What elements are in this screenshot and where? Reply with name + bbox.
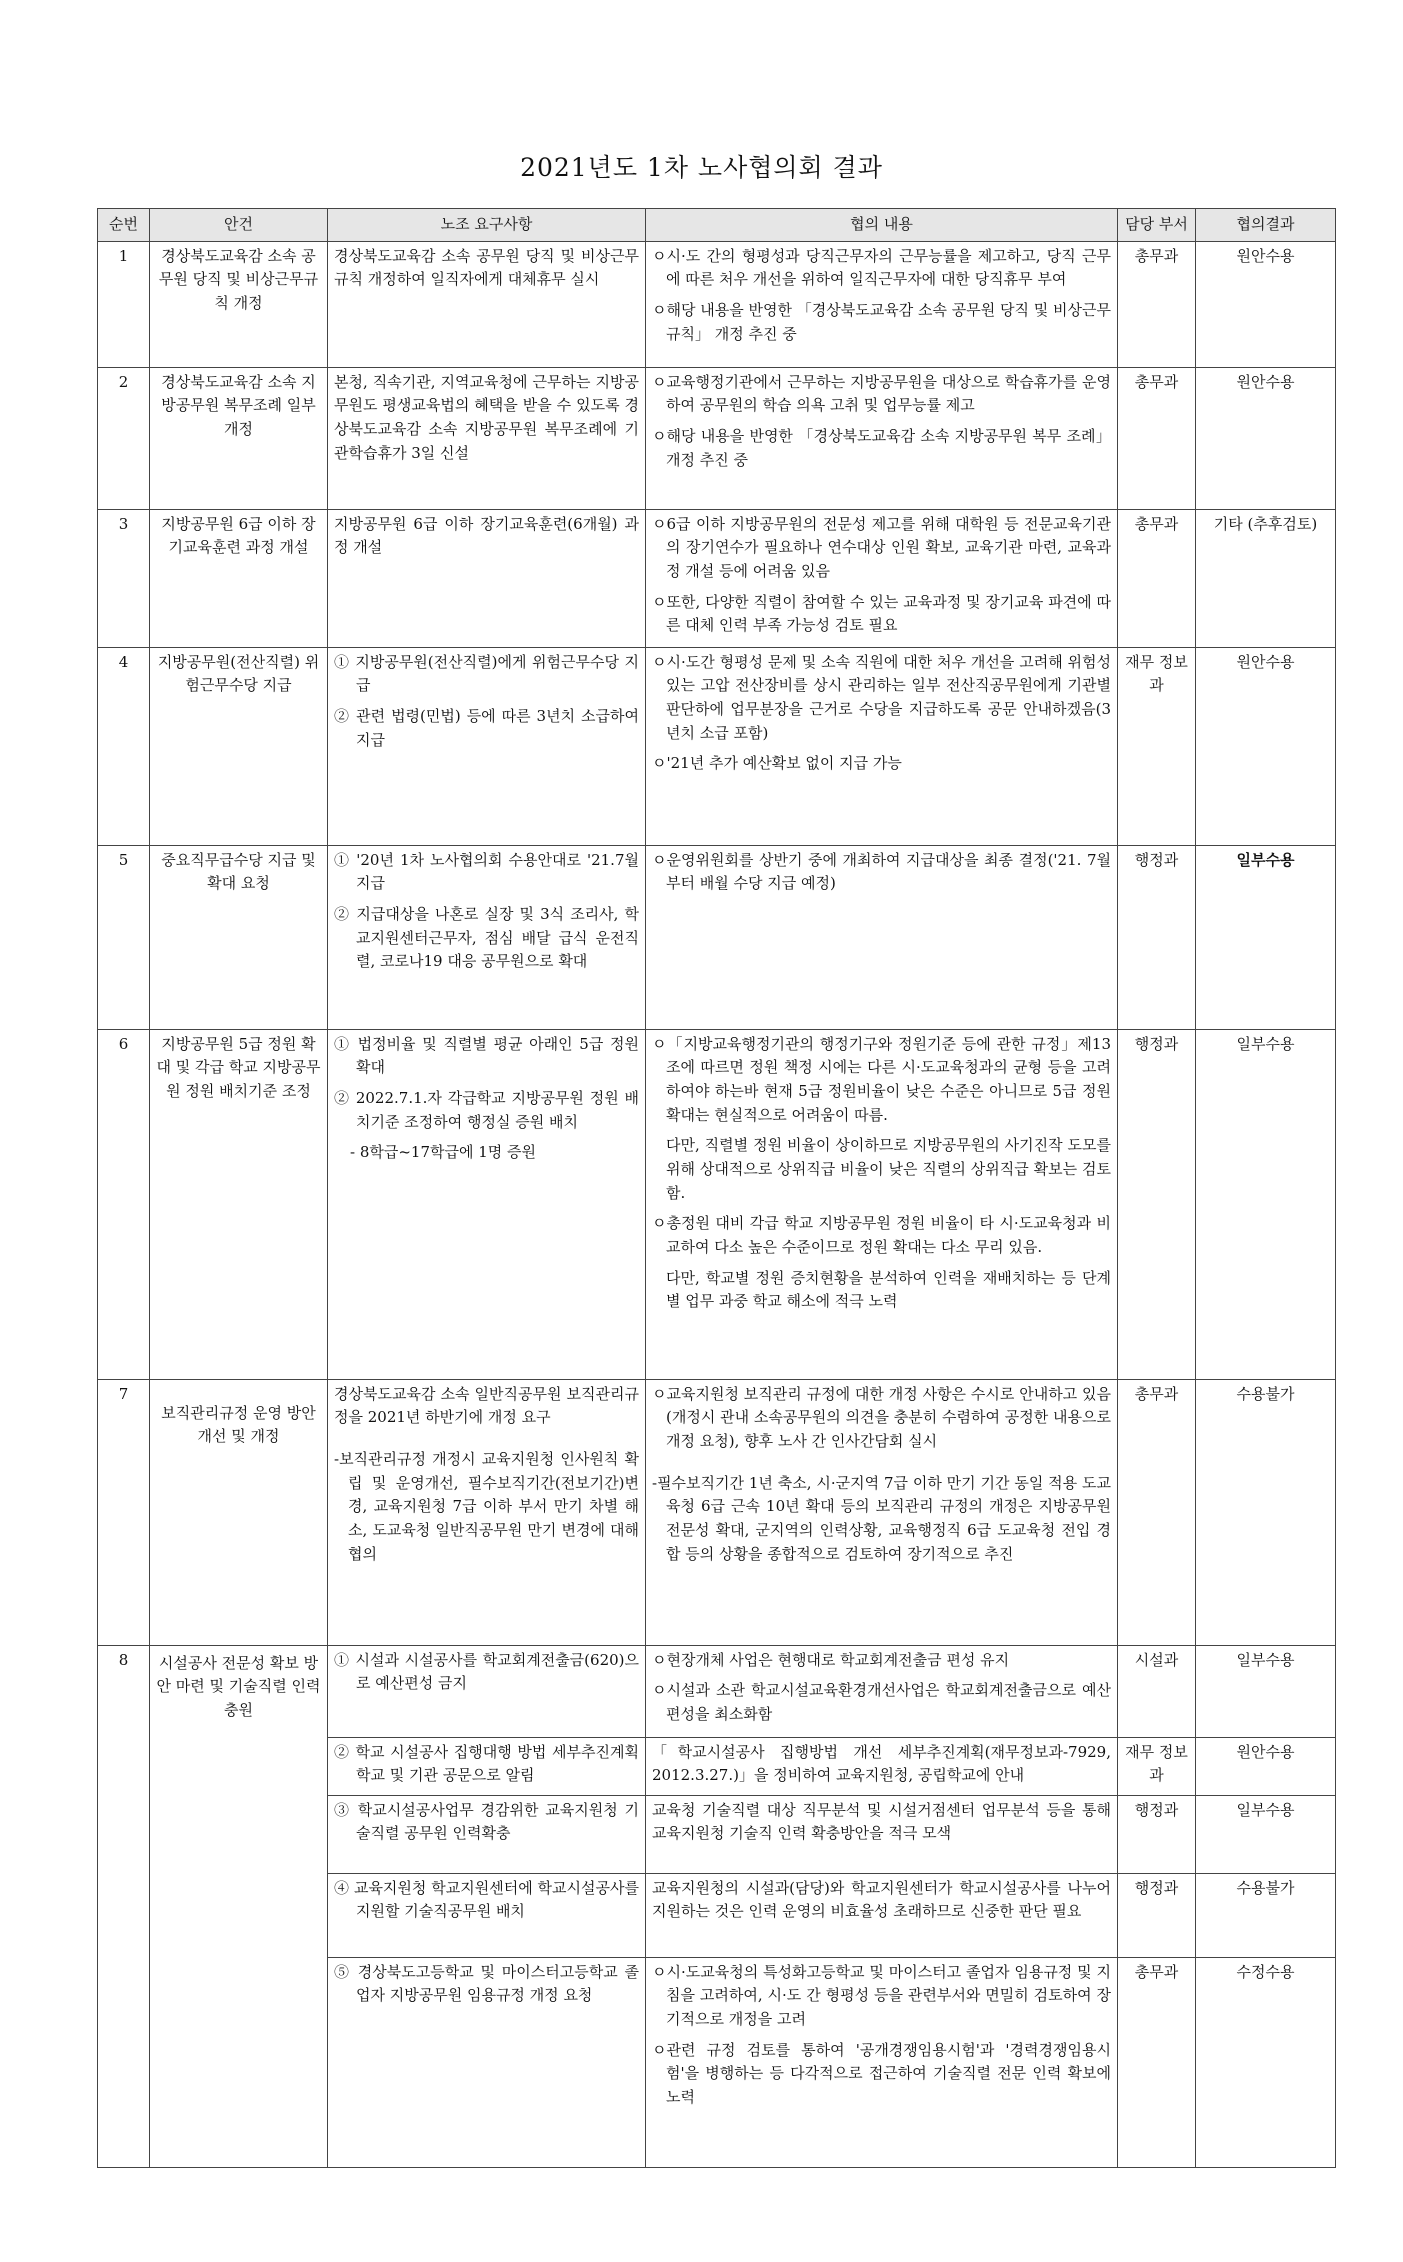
content-item: ㅇ시·도교육청의 특성화고등학교 및 마이스터고 졸업자 임용규정 및 지침을 고려하여, 시·도 간 형평성 등을 관련부서와 면밀히 검토하여 장기적으로 개정을 고려 [652, 1962, 1111, 2028]
row-no: 1 [98, 241, 150, 367]
row-result: 원안수용 [1196, 241, 1336, 367]
row-agenda: 경상북도교육감 소속 공무원 당직 및 비상근무규칙 개정 [150, 241, 328, 367]
union-item: ④ 교육지원청 학교지원센터에 학교시설공사를 지원할 기술직공무원 배치 [334, 1878, 639, 1921]
table-row [98, 241, 1336, 367]
results-table [97, 208, 1336, 2168]
union-item: -보직관리규정 개정시 교육지원청 인사원칙 확립 및 운영개선, 필수보직기간(전보기간)변경, 교육지원청 7급 이하 부서 만기 차별 해소, 도교육청 일반직공무원 만기 변경에 대해 협의 [334, 1449, 639, 1563]
row-result: 일부수용 [1196, 1029, 1336, 1379]
row-no: 5 [98, 845, 150, 1029]
row-dept: 재무 정보과 [1118, 647, 1196, 845]
row-result: 일부수용 [1196, 1795, 1336, 1873]
row-dept: 행정과 [1118, 1795, 1196, 1873]
table-row [98, 1029, 1336, 1379]
table-row [98, 647, 1336, 845]
row-no: 6 [98, 1029, 150, 1379]
row-dept: 총무과 [1118, 1957, 1196, 2167]
row-no: 3 [98, 509, 150, 647]
union-item: ② 학교 시설공사 집행대행 방법 세부추진계획 학교 및 기관 공문으로 알림 [334, 1742, 639, 1785]
row-agenda: 지방공무원(전산직렬) 위험근무수당 지급 [150, 647, 328, 845]
header-union: 노조 요구사항 [328, 209, 646, 242]
union-item: 지방공무원 6급 이하 장기교육훈련(6개월) 과정 개설 [334, 514, 639, 557]
row-dept: 시설과 [1118, 1645, 1196, 1737]
row-result: 기타 (추후검토) [1196, 509, 1336, 647]
content-item: ㅇ현장개체 사업은 현행대로 학교회계전출금 편성 유지 [652, 1650, 1010, 1669]
content-item: ㅇ또한, 다양한 직렬이 참여할 수 있는 교육과정 및 장기교육 파견에 따른 대체 인력 부족 가능성 검토 필요 [652, 592, 1111, 635]
content-item: ㅇ시·도 간의 형평성과 당직근무자의 근무능률을 제고하고, 당직 근무에 따른 처우 개선을 위하여 일직근무자에 대한 당직휴무 부여 [652, 246, 1111, 289]
row-result: 일부수용 [1196, 1645, 1336, 1737]
row-agenda: 경상북도교육감 소속 지방공무원 복무조례 일부 개정 [150, 367, 328, 509]
content-item: ㅇ교육행정기관에서 근무하는 지방공무원을 대상으로 학습휴가를 운영하여 공무원의 학습 의욕 고취 및 업무능률 제고 [652, 372, 1111, 415]
page-title: 2021년도 1차 노사협의회 결과 [520, 153, 883, 182]
row-agenda: 지방공무원 6급 이하 장기교육훈련 과정 개설 [150, 509, 328, 647]
row-dept: 총무과 [1118, 509, 1196, 647]
content-item: ㅇ관련 규정 검토를 통하여 '공개경쟁임용시험'과 '경력경쟁임용시험'을 병행하는 등 다각적으로 접근하여 기술직렬 전문 인력 확보에 노력 [652, 2040, 1111, 2106]
union-item: ① 법정비율 및 직렬별 평균 아래인 5급 정원 확대 [334, 1034, 639, 1077]
content-item: ㅇ해당 내용을 반영한 「경상북도교육감 소속 공무원 당직 및 비상근무 규칙」 개정 추진 중 [652, 300, 1111, 343]
row-result: 원안수용 [1196, 1737, 1336, 1795]
table-row [98, 509, 1336, 647]
content-item: ㅇ'21년 추가 예산확보 없이 지급 가능 [652, 754, 902, 773]
row-dept: 총무과 [1118, 367, 1196, 509]
union-item: 경상북도교육감 소속 일반직공무원 보직관리규정을 2021년 하반기에 개정 요구 [334, 1384, 639, 1427]
table-row [98, 845, 1336, 1029]
row-result: 수용불가 [1196, 1379, 1336, 1645]
row-no: 4 [98, 647, 150, 845]
row-result: 수정수용 [1196, 1957, 1336, 2167]
row-agenda: 보직관리규정 운영 방안 개선 및 개정 [150, 1379, 328, 1645]
row-result: 원안수용 [1196, 647, 1336, 845]
row-result: 원안수용 [1196, 367, 1336, 509]
row-no: 8 [98, 1645, 150, 2167]
union-item: 본청, 직속기관, 지역교육청에 근무하는 지방공무원도 평생교육법의 혜택을 받을 수 있도록 경상북도교육감 소속 지방공무원 복무조례에 기관학습휴가 3일 신설 [334, 372, 639, 462]
union-item: ⑤ 경상북도고등학교 및 마이스터고등학교 졸업자 지방공무원 임용규정 개정 요청 [334, 1962, 639, 2005]
row-dept: 행정과 [1118, 845, 1196, 1029]
table-row [98, 367, 1336, 509]
union-item: ② 지급대상을 나혼로 실장 및 3식 조리사, 학교지원센터근무자, 점심 배달 급식 운전직렬, 코로나19 대응 공무원으로 확대 [334, 904, 639, 971]
union-item: ① 시설과 시설공사를 학교회계전출금(620)으로 예산편성 금지 [334, 1650, 639, 1693]
table-row [98, 1645, 1336, 1737]
content-item: 「학교시설공사 집행방법 개선 세부추진계획(재무정보과-7929, 2012.3.27.)」을 정비하여 교육지원청, 공립학교에 안내 [652, 1742, 1111, 1785]
union-item: ② 관련 법령(민법) 등에 따른 3년치 소급하여 지급 [334, 706, 639, 749]
table-row [98, 1379, 1336, 1645]
row-dept: 총무과 [1118, 1379, 1196, 1645]
union-item: ① 지방공무원(전산직렬)에게 위험근무수당 지급 [334, 652, 639, 695]
content-item: ㅇ교육지원청 보직관리 규정에 대한 개정 사항은 수시로 안내하고 있음(개정시 관내 소속공무원의 의견을 충분히 수렴하여 공정한 내용으로 개정 요청), 향후 노사 간 인사간담회 실시 [652, 1384, 1111, 1450]
header-no: 순번 [98, 209, 150, 242]
content-item: ㅇ6급 이하 지방공무원의 전문성 제고를 위해 대학원 등 전문교육기관의 장기연수가 필요하나 연수대상 인원 확보, 교육기관 마련, 교육과정 개설 등에 어려움 있음 [652, 514, 1111, 580]
row-dept: 재무 정보과 [1118, 1737, 1196, 1795]
content-item: -필수보직기간 1년 축소, 시·군지역 7급 이하 만기 기간 동일 적용 도교육청 6급 근속 10년 확대 등의 보직관리 규정의 개정은 지방공무원 전문성 확대, 군지역의 인력상황, 교육행정직 6급 도교육청 전입 경합 등의 상황을 종합적으로 검토하여 장기적으로 추진 [652, 1473, 1111, 1563]
content-item: ㅇ총정원 대비 각급 학교 지방공무원 정원 비율이 타 시·도교육청과 비교하여 다소 높은 수준이므로 정원 확대는 다소 무리 있음. [652, 1214, 1111, 1256]
header-content: 협의 내용 [646, 209, 1118, 242]
content-item: 다만, 학교별 정원 증치현황을 분석하여 인력을 재배치하는 등 단계별 업무 과중 학교 해소에 적극 노력 [666, 1268, 1111, 1311]
header-agenda: 안건 [150, 209, 328, 242]
row-dept: 총무과 [1118, 241, 1196, 367]
content-item: ㅇ시·도간 형평성 문제 및 소속 직원에 대한 처우 개선을 고려해 위험성 있는 고압 전산장비를 상시 관리하는 일부 전산직공무원에게 기관별 판단하에 업무분장을 근거로 수당을 지급하도록 공문 안내하겠음(3년치 소급 포함) [652, 652, 1111, 742]
row-agenda: 시설공사 전문성 확보 방안 마련 및 기술직렬 인력 충원 [150, 1645, 328, 2167]
header-dept: 담당 부서 [1118, 209, 1196, 242]
content-item: ㅇ운영위원회를 상반기 중에 개최하여 지급대상을 최종 결정('21. 7월부터 배월 수당 지급 예정) [652, 850, 1111, 893]
union-item: 경상북도교육감 소속 공무원 당직 및 비상근무 규칙 개정하여 일직자에게 대체휴무 실시 [334, 246, 639, 289]
content-item: ㅇ「지방교육행정기관의 행정기구와 정원기준 등에 관한 규정」제13조에 따르면 정원 책정 시에는 다른 시·도교육청과의 균형 등을 고려하여야 하는바 현재 5급 정원비율이 낮은 수준은 아니므로 5급 정원 확대는 현실적으로 어려움이 따름. [652, 1034, 1111, 1124]
header-result: 협의결과 [1196, 209, 1336, 242]
content-item: ㅇ시설과 소관 학교시설교육환경개선사업은 학교회계전출금으로 예산편성을 최소화함 [652, 1681, 1111, 1723]
row-dept: 행정과 [1118, 1873, 1196, 1957]
header-row [98, 209, 1336, 242]
row-no: 2 [98, 367, 150, 509]
row-result: 일부수용 [1196, 845, 1336, 1029]
union-item: - 8학급~17학급에 1명 증원 [350, 1143, 537, 1162]
union-item: ③ 학교시설공사업무 경감위한 교육지원청 기술직렬 공무원 인력확충 [334, 1800, 639, 1843]
row-agenda: 중요직무급수당 지급 및 확대 요청 [150, 845, 328, 1029]
row-result: 수용불가 [1196, 1873, 1336, 1957]
row-dept: 행정과 [1118, 1029, 1196, 1379]
union-item: ① '20년 1차 노사협의회 수용안대로 '21.7월 지급 [334, 850, 639, 893]
row-agenda: 지방공무원 5급 정원 확대 및 각급 학교 지방공무원 정원 배치기준 조정 [150, 1029, 328, 1379]
content-item: 다만, 직렬별 정원 비율이 상이하므로 지방공무원의 사기진작 도모를 위해 상대적으로 상위직급 비율이 낮은 직렬의 상위직급 확보는 검토함. [666, 1136, 1111, 1202]
content-item: 교육지원청의 시설과(담당)와 학교지원센터가 학교시설공사를 나누어 지원하는 것은 인력 운영의 비효율성 초래하므로 신중한 판단 필요 [652, 1878, 1111, 1921]
row-no: 7 [98, 1379, 150, 1645]
content-item: 교육청 기술직렬 대상 직무분석 및 시설거점센터 업무분석 등을 통해 교육지원청 기술직 인력 확충방안을 적극 모색 [652, 1800, 1111, 1843]
union-item: ② 2022.7.1.자 각급학교 지방공무원 정원 배치기준 조정하여 행정실 증원 배치 [334, 1088, 639, 1131]
content-item: ㅇ해당 내용을 반영한 「경상북도교육감 소속 지방공무원 복무 조례」 개정 추진 중 [652, 426, 1111, 469]
